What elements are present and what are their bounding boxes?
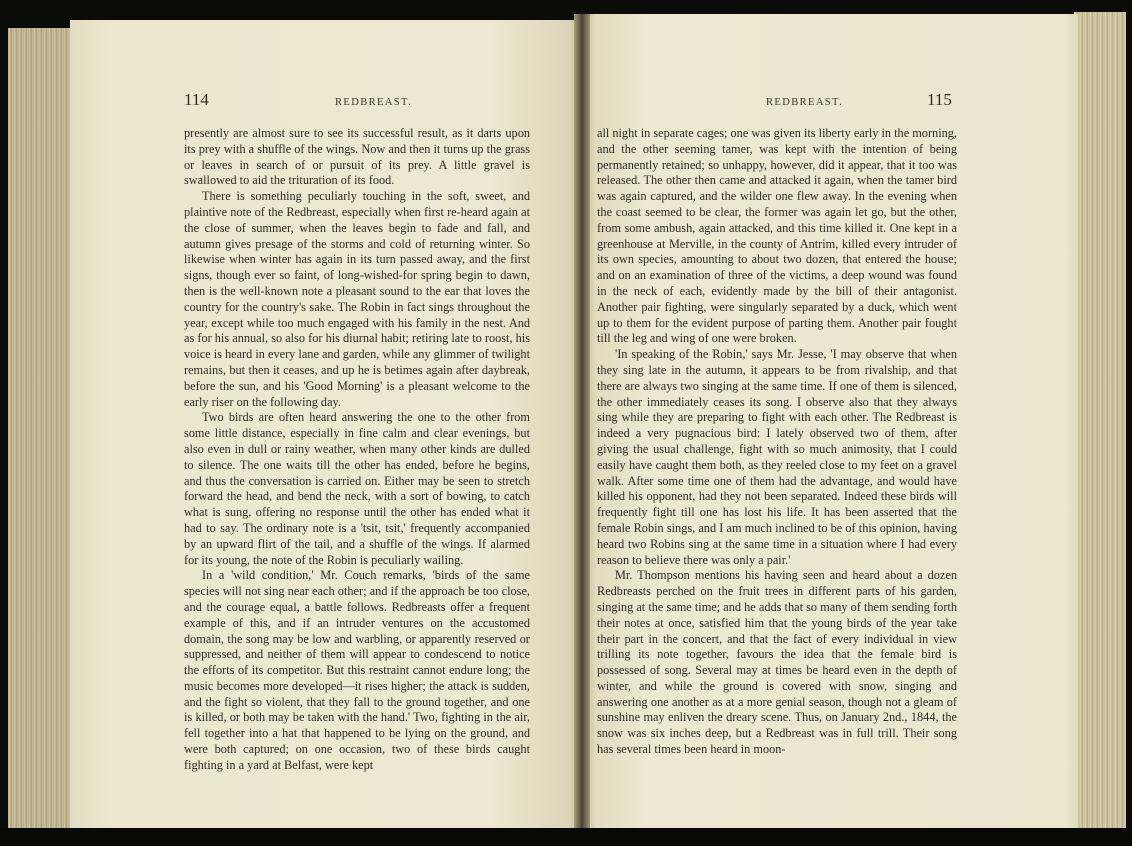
right-page-edges bbox=[1074, 12, 1126, 834]
left-page-body bbox=[184, 126, 530, 774]
right-paragraph-1: all night in separate cages; one was given its liberty early in the morning, and the other seeming tamer, was kept with the intention of being permanently retained; so unhappy, however, did it appear, that it too was released. The other then came and attacked it again, when the tamer bird was again captured, and the wilder one flew away. In the evening when the coast seemed to be clear, the former was again let go, but the other, from some ambush, again attacked, and this time killed it. One kept in a greenhouse at Merville, in the county of Antrim, killed every intruder of its own species, amounting to about two dozen, that entered the house; and on an examination of three of the victims, a deep wound was found in the neck of each, evidently made by the bill of their antagonist. Another pair fighting, were singularly separated by a duck, which went up to them for the evident purpose of parting them. Another pair fought till the leg and wing of one were broken. bbox=[597, 126, 957, 346]
right-page-number: 115 bbox=[927, 90, 952, 109]
right-paragraph-3: Mr. Thompson mentions his having seen and heard about a dozen Redbreasts perched on the fruit trees in different parts of his garden, singing at the same time; and he adds that so many of them sending forth their notes at once, satisfied him that the young birds of the year take their part in the concert, and that the fact of every individual in view trilling its note together, favours the idea that the female bird is possessed of song. Several may at times be heard even in the depth of winter, and while the ground is covered with snow, singing and answering one another as at a more genial season, though not a gleam of sunshine may enliven the dreary scene. Thus, on January 2nd., 1844, the snow was six inches deep, but a Redbreast was in full trill. Their song has several times been heard in moon- bbox=[597, 568, 957, 757]
scan-bottom-border bbox=[0, 828, 1132, 846]
left-paragraph-3: Two birds are often heard answering the one to the other from some little distance, especially in fine calm and clear evenings, but also even in dull or rainy weather, when many other kinds are dulled to silence. The one waits till the other has ended, before he begins, and thus the conversation is carried on. Either may be seen to stretch forward the head, and bend the neck, with a sort of bowing, to catch what is sung, offering no response until the other has ended what it had to say. The ordinary note is a 'tsit, tsit,' frequently accompanied by an upward flirt of the tail, and a shuffle of the wings. If alarmed for its young, the note of the Robin is peculiarly wailing. bbox=[184, 410, 530, 567]
left-paragraph-1: presently are almost sure to see its successful result, as it darts upon its prey with a shuffle of the wings. Now and then it turns up the grass or leaves in search of or pursuit of its prey. A little gravel is swallowed to aid the trituration of its food. bbox=[184, 126, 530, 188]
book-gutter bbox=[574, 14, 590, 836]
left-page-number: 114 bbox=[184, 90, 209, 109]
right-running-head: REDBREAST. bbox=[766, 97, 844, 108]
open-book bbox=[8, 6, 1126, 838]
left-running-head: REDBREAST. bbox=[335, 97, 413, 108]
left-paragraph-4: In a 'wild condition,' Mr. Couch remarks, 'birds of the same species will not sing near each other; and if the approach be too close, and the courage equal, a battle follows. Redbreasts offer a frequent example of this, and if an intruder ventures on the accustomed domain, the song may be low and warbling, or apparently reserved or suppressed, and neither of them will appear to condescend to notice the efforts of its competitor. But this restraint cannot endure long; the music becomes more developed—it rises higher; the attack is sudden, and the fight so violent, that they fall to the ground together, and one is killed, or both may be taken with the hand.' Two, fighting in the air, fell together into a hat that happened to be lying on the ground, and were both captured; on one occasion, two of these birds caught fighting in a yard at Belfast, were kept bbox=[184, 568, 530, 772]
right-page-body bbox=[597, 126, 957, 758]
right-paragraph-2: 'In speaking of the Robin,' says Mr. Jesse, 'I may observe that when they sing late in the autumn, it appears to be from rivalship, and that there are always two singing at the same time. If one of them is silenced, the other immediately ceases its song. I observe also that they always sing while they are preparing to fight with each other. The Redbreast is indeed a very pugnacious bird: I lately observed two of them, after giving the usual challenge, fight with so much animosity, that I could easily have caught them both, as they reeled close to my feet on a gravel walk. After some time one of them had the advantage, and would have killed his opponent, had they not been separated. Indeed these birds will frequently fight till one has lost his life. It has been asserted that the female Robin sings, and I am much inclined to be of this opinion, having heard two Robins sing at the same time in a situation where I had every reason to believe there was only a pair.' bbox=[597, 347, 957, 567]
left-paragraph-2: There is something peculiarly touching in the soft, sweet, and plaintive note of the Redbreast, especially when first re-heard again at the close of summer, when the leaves begin to fade and fall, and autumn gives presage of the storms and cold of returning winter. So likewise when winter has again in its turn passed away, and the first signs, though ever so faint, of long-wished-for spring begin to dawn, then is the well-known note a pleasant sound to the ear that loves the country for the country's sake. The Robin in fact sings throughout the year, except while too much engaged with his family in the nest. And as for his annual, so also for his diurnal habit; retiring late to roost, his voice is heard in every lane and garden, while any glimmer of twilight remains, but then it ceases, and up he is betimes again after daybreak, before the sun, and his 'Good Morning' is a pleasant welcome to the early riser on the following day. bbox=[184, 189, 530, 409]
